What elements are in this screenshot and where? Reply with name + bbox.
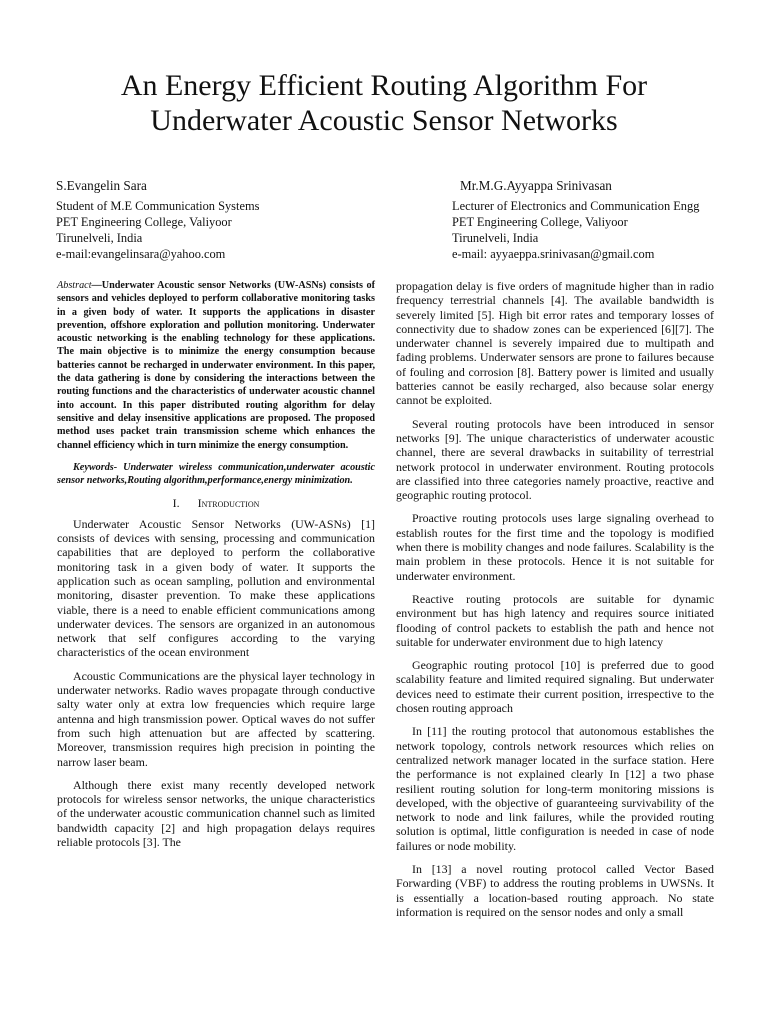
left-column — [57, 279, 375, 858]
body-paragraph: Underwater Acoustic Sensor Networks (UW-ASNs) [1] consists of devices with sensing, processing and communication capabilities that are deployed to perform the collaborative monitoring task in a given body of water. It supports the application such as ocean sampling, pollution and environmental monitoring, disaster prevention. To make these applications viable, there is a need to enable efficient communications among underwater devices. The sensors are organized in an autonomous network that self configures according to the varying characteristics of the ocean environment — [57, 516, 375, 660]
body-paragraph: Several routing protocols have been introduced in sensor networks [9]. The unique characteristics of underwater acoustic channel, there are several drawbacks in suitability of terrestrial network protocol in underwater environment. Routing protocols are classified into three categories namely proactive, reactive and geographic routing protocol. — [396, 416, 714, 503]
author-name: Mr.M.G.Ayyappa Srinivasan — [460, 178, 612, 193]
title-line-2: Underwater Acoustic Sensor Networks — [150, 104, 618, 137]
right-column — [396, 279, 714, 928]
abstract-label: Abstract — [57, 280, 92, 291]
section-heading — [57, 496, 375, 510]
title-line-1: An Energy Efficient Routing Algorithm For — [120, 69, 648, 102]
author-affiliation: PET Engineering College, Valiyoor — [56, 215, 232, 229]
author-block-1 — [56, 178, 259, 262]
body-paragraph: propagation delay is five orders of magnitude higher than in radio frequency terrestrial channels [4]. The available bandwidth is severely limited [5]. High bit error rates and temporary losses of connectivity due to shadow zones can be experienced [6][7]. The underwater channel is severely impaired due to multipath and fading problems. Underwater sensors are prone to failures because of fouling and corrosion [8]. Battery power is limited and usually batteries cannot be easily recharged, also because solar energy cannot be exploited. — [396, 279, 714, 408]
author-location: Tirunelveli, India — [56, 231, 143, 245]
paper-title — [40, 68, 728, 138]
abstract-text: —Underwater Acoustic sensor Networks (UW-ASNs) consists of sensors and vehicles deployed to perform collaborative monitoring tasks in a given body of water. It supports the applications in disaster prevention, offshore exploration and pollution monitoring. Underwater acoustic networking is the enabling technology for these applications. The main objective is to minimize the energy consumption because batteries cannot be recharged in underwater environment. In this paper, the data gathering is done by considering the interactions between the routing functions and the characteristics of underwater acoustic channel into account. In this paper distributed routing algorithm for delay sensitive and delay insensitive applications are proposed. The proposed method uses packet train transmission scheme which enhances the channel efficiency which in turn minimize the energy consumption. — [57, 280, 375, 451]
author-email: e-mail:evangelinsara@yahoo.com — [56, 247, 226, 261]
body-paragraph: Proactive routing protocols uses large signaling overhead to establish routes for the first time and the topology is modified when there is mobility changes and node failures. Scalability is the main problem in these protocols. Hence it is not suitable for underwater environment. — [396, 511, 714, 583]
author-role: Lecturer of Electronics and Communication Engg — [452, 199, 700, 213]
author-block-2 — [452, 178, 699, 262]
author-affiliation: PET Engineering College, Valiyoor — [452, 215, 628, 229]
body-paragraph: In [11] the routing protocol that autonomous establishes the network topology, controls network resources which relies on centralized network manager located in the surface station. Here the performance is not explained clearly In [12] a two phase resilient routing solution for long-term monitoring missions is developed, with the objective of guaranteeing survivability of the network to node and link failures, while the provided routing solution is optimal, little configuration is needed in case of node failures or node mobility. — [396, 724, 714, 853]
keywords: Keywords- Underwater wireless communication,underwater acoustic sensor networks,Routing algorithm,performance,energy minimization. — [57, 461, 375, 487]
section-number: I. — [172, 496, 180, 511]
body-paragraph: Geographic routing protocol [10] is preferred due to good scalability feature and limited required signaling. But underwater devices need to estimate their current position, irrespective to the chosen routing approach — [396, 658, 714, 716]
body-paragraph: Although there exist many recently developed network protocols for wireless sensor networks, the unique characteristics of the underwater acoustic communication channel such as limited bandwidth capacity [2] and high propagation delays requires reliable protocols [3]. The — [57, 777, 375, 849]
abstract — [57, 279, 375, 452]
section-title: Introduction — [197, 496, 260, 511]
author-name: S.Evangelin Sara — [56, 178, 147, 193]
author-location: Tirunelveli, India — [452, 231, 539, 245]
author-role: Student of M.E Communication Systems — [56, 199, 260, 213]
body-paragraph: Reactive routing protocols are suitable for dynamic environment but has high latency and requires source initiated flooding of control packets to establish the path and hence not suitable for underwater environment due to high latency — [396, 591, 714, 649]
author-email: e-mail: ayyaeppa.srinivasan@gmail.com — [452, 247, 655, 261]
body-paragraph: Acoustic Communications are the physical layer technology in underwater networks. Radio waves propagate through conductive salty water only at extra low frequencies which require large antenna and high transmission power. Optical waves do not suffer from such high attenuation but are affected by scattering. Moreover, transmission requires high precision in pointing the narrow laser beam. — [57, 668, 375, 769]
body-paragraph: In [13] a novel routing protocol called Vector Based Forwarding (VBF) to address the routing problems in UWSNs. It is essentially a location-based routing approach. No state information is required on the sensor nodes and only a small — [396, 861, 714, 919]
